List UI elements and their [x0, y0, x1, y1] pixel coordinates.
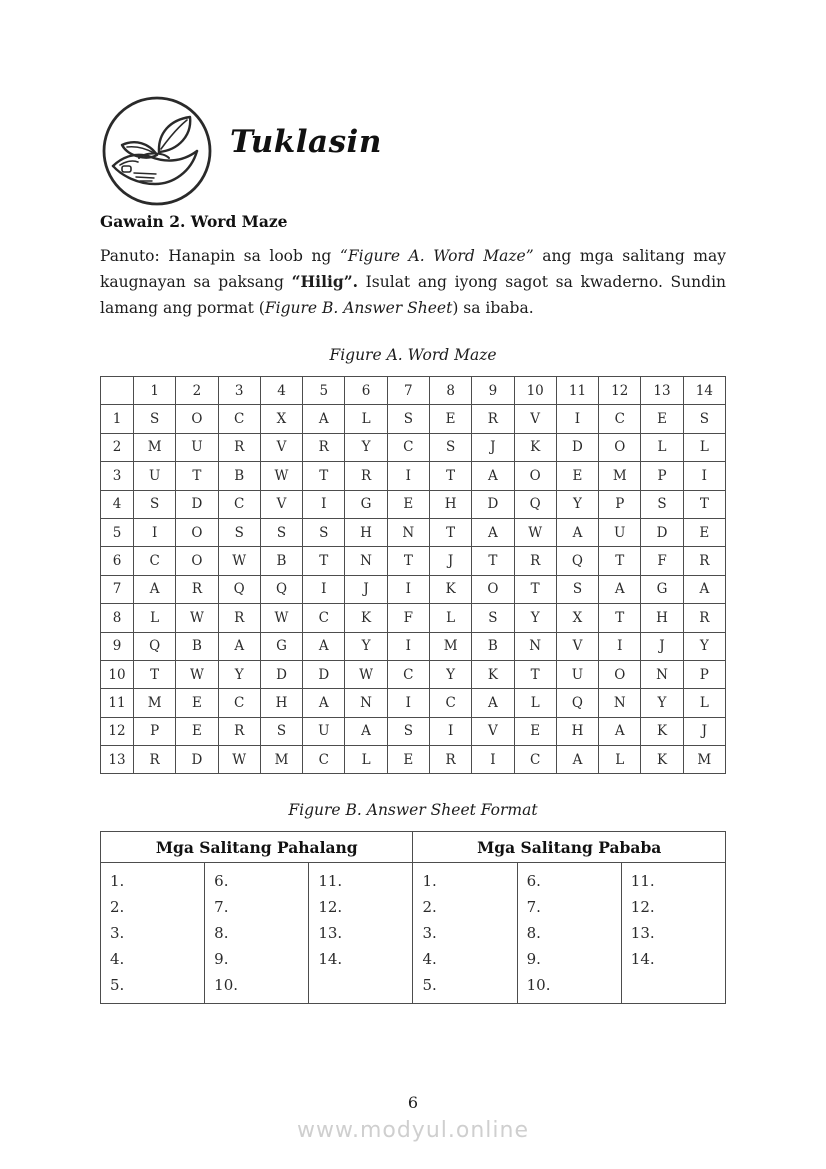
- maze-column-header: 5: [303, 377, 345, 405]
- answer-blank-item: 8.: [526, 924, 541, 943]
- section-title: Tuklasin: [230, 124, 382, 160]
- answer-blank-item: 10.: [526, 976, 551, 995]
- maze-letter-cell: I: [472, 746, 514, 774]
- answer-header-row: [101, 832, 726, 863]
- answer-section-header: Mga Salitang Pahalang: [101, 832, 413, 863]
- tuklasin-logo: [100, 94, 214, 208]
- maze-letter-cell: I: [134, 518, 176, 546]
- maze-letter-cell: Y: [345, 632, 387, 660]
- maze-letter-cell: I: [599, 632, 641, 660]
- maze-column-header: 11: [556, 377, 598, 405]
- maze-letter-cell: R: [514, 547, 556, 575]
- answer-blank-item: 4.: [110, 950, 125, 969]
- maze-letter-cell: Q: [218, 575, 260, 603]
- answer-blank-item: 1.: [422, 872, 437, 891]
- text-segment: Isulat ang iyong sagot sa kwaderno. Sundin lamang ang pormat (: [100, 273, 727, 317]
- maze-letter-cell: P: [134, 717, 176, 745]
- maze-letter-cell: Y: [641, 689, 683, 717]
- maze-letter-cell: U: [176, 433, 218, 461]
- maze-letter-cell: W: [260, 462, 302, 490]
- maze-letter-cell: I: [303, 575, 345, 603]
- maze-letter-cell: I: [387, 462, 429, 490]
- answer-blank-item: 7.: [214, 898, 229, 917]
- maze-letter-cell: T: [514, 575, 556, 603]
- maze-letter-cell: M: [683, 746, 725, 774]
- maze-letter-cell: L: [134, 604, 176, 632]
- maze-letter-cell: E: [429, 405, 471, 433]
- maze-letter-cell: D: [556, 433, 598, 461]
- maze-letter-cell: L: [345, 746, 387, 774]
- maze-letter-cell: D: [260, 660, 302, 688]
- maze-letter-cell: W: [345, 660, 387, 688]
- maze-letter-cell: V: [260, 490, 302, 518]
- maze-letter-cell: N: [514, 632, 556, 660]
- maze-letter-cell: I: [556, 405, 598, 433]
- maze-letter-cell: C: [514, 746, 556, 774]
- answer-blank-item: 2.: [110, 898, 125, 917]
- maze-letter-cell: A: [472, 462, 514, 490]
- maze-letter-cell: B: [472, 632, 514, 660]
- maze-letter-cell: T: [514, 660, 556, 688]
- maze-letter-cell: J: [641, 632, 683, 660]
- answer-blank-item: 11.: [318, 872, 343, 891]
- maze-letter-cell: I: [387, 689, 429, 717]
- maze-letter-cell: N: [599, 689, 641, 717]
- maze-letter-cell: A: [599, 717, 641, 745]
- maze-letter-cell: I: [303, 490, 345, 518]
- maze-letter-cell: C: [218, 689, 260, 717]
- maze-column-header: 13: [641, 377, 683, 405]
- maze-letter-cell: R: [176, 575, 218, 603]
- maze-letter-cell: T: [387, 547, 429, 575]
- text-segment: ang mga salitang may kaugnayan sa paksang: [100, 247, 726, 291]
- maze-row: [101, 632, 726, 660]
- maze-letter-cell: U: [303, 717, 345, 745]
- maze-letter-cell: V: [514, 405, 556, 433]
- maze-letter-cell: M: [599, 462, 641, 490]
- maze-letter-cell: T: [176, 462, 218, 490]
- maze-letter-cell: J: [429, 547, 471, 575]
- maze-letter-cell: W: [260, 604, 302, 632]
- maze-row-header: 10: [101, 660, 134, 688]
- maze-column-header: 8: [429, 377, 471, 405]
- maze-letter-cell: A: [472, 689, 514, 717]
- maze-row: [101, 746, 726, 774]
- maze-letter-cell: A: [303, 405, 345, 433]
- figure-b-caption: Figure B. Answer Sheet Format: [288, 801, 538, 820]
- maze-letter-cell: Q: [260, 575, 302, 603]
- maze-letter-cell: T: [429, 462, 471, 490]
- maze-row-header: 13: [101, 746, 134, 774]
- maze-letter-cell: D: [472, 490, 514, 518]
- maze-letter-cell: H: [260, 689, 302, 717]
- hand-holding-plant-icon: [100, 94, 214, 208]
- maze-letter-cell: G: [345, 490, 387, 518]
- maze-letter-cell: R: [134, 746, 176, 774]
- maze-letter-cell: C: [387, 660, 429, 688]
- maze-row: [101, 547, 726, 575]
- maze-letter-cell: M: [429, 632, 471, 660]
- maze-row-header: 6: [101, 547, 134, 575]
- answer-blank-item: 5.: [110, 976, 125, 995]
- maze-corner-cell: [101, 377, 134, 405]
- maze-letter-cell: E: [176, 689, 218, 717]
- maze-letter-cell: C: [303, 746, 345, 774]
- answer-blank-item: 2.: [422, 898, 437, 917]
- maze-letter-cell: A: [472, 518, 514, 546]
- maze-letter-cell: I: [387, 632, 429, 660]
- maze-letter-cell: C: [387, 433, 429, 461]
- section-header: [100, 0, 726, 208]
- maze-row-header: 4: [101, 490, 134, 518]
- answer-blank-item: 6.: [214, 872, 229, 891]
- maze-letter-cell: M: [134, 689, 176, 717]
- maze-letter-cell: D: [641, 518, 683, 546]
- answer-blank-item: 12.: [318, 898, 343, 917]
- maze-letter-cell: C: [218, 490, 260, 518]
- maze-letter-cell: D: [303, 660, 345, 688]
- maze-letter-cell: U: [599, 518, 641, 546]
- maze-letter-cell: S: [218, 518, 260, 546]
- maze-letter-cell: S: [429, 433, 471, 461]
- answer-blank-item: 14.: [318, 950, 343, 969]
- answer-blank-item: 9.: [526, 950, 541, 969]
- maze-letter-cell: Y: [556, 490, 598, 518]
- maze-letter-cell: Q: [514, 490, 556, 518]
- maze-letter-cell: A: [218, 632, 260, 660]
- maze-letter-cell: B: [218, 462, 260, 490]
- maze-letter-cell: R: [683, 604, 725, 632]
- watermark: www.modyul.online: [297, 1118, 529, 1143]
- maze-letter-cell: L: [599, 746, 641, 774]
- maze-letter-cell: N: [345, 547, 387, 575]
- maze-letter-cell: T: [303, 547, 345, 575]
- maze-letter-cell: W: [218, 746, 260, 774]
- maze-letter-cell: H: [641, 604, 683, 632]
- maze-letter-cell: K: [514, 433, 556, 461]
- maze-column-header: 6: [345, 377, 387, 405]
- maze-letter-cell: J: [683, 717, 725, 745]
- maze-row: [101, 462, 726, 490]
- answer-blank-item: 3.: [422, 924, 437, 943]
- maze-letter-cell: S: [134, 490, 176, 518]
- maze-letter-cell: Q: [556, 689, 598, 717]
- maze-letter-cell: Y: [514, 604, 556, 632]
- text-segment: ) sa ibaba.: [452, 299, 534, 317]
- text-segment: Figure B. Answer Sheet: [264, 299, 453, 317]
- maze-letter-cell: B: [260, 547, 302, 575]
- maze-letter-cell: A: [683, 575, 725, 603]
- answer-blank-item: 5.: [422, 976, 437, 995]
- maze-letter-cell: E: [176, 717, 218, 745]
- maze-letter-cell: C: [429, 689, 471, 717]
- maze-letter-cell: L: [683, 433, 725, 461]
- maze-letter-cell: J: [345, 575, 387, 603]
- maze-letter-cell: K: [641, 746, 683, 774]
- answer-blank-item: 13.: [630, 924, 655, 943]
- maze-letter-cell: T: [599, 604, 641, 632]
- maze-letter-cell: V: [556, 632, 598, 660]
- answer-blank-item: 8.: [214, 924, 229, 943]
- maze-letter-cell: X: [260, 405, 302, 433]
- maze-letter-cell: V: [472, 717, 514, 745]
- maze-row-header: 11: [101, 689, 134, 717]
- maze-letter-cell: L: [641, 433, 683, 461]
- text-segment: “Figure A. Word Maze”: [339, 247, 534, 265]
- maze-letter-cell: R: [218, 604, 260, 632]
- instructions-paragraph: [100, 243, 726, 321]
- maze-column-header: 14: [683, 377, 725, 405]
- maze-letter-cell: O: [472, 575, 514, 603]
- maze-letter-cell: R: [472, 405, 514, 433]
- maze-letter-cell: S: [683, 405, 725, 433]
- maze-row-header: 9: [101, 632, 134, 660]
- maze-letter-cell: R: [303, 433, 345, 461]
- answer-blank-item: 3.: [110, 924, 125, 943]
- maze-letter-cell: S: [134, 405, 176, 433]
- maze-row-header: 8: [101, 604, 134, 632]
- maze-letter-cell: C: [218, 405, 260, 433]
- maze-letter-cell: B: [176, 632, 218, 660]
- activity-heading: Gawain 2. Word Maze: [100, 212, 288, 231]
- maze-row: [101, 717, 726, 745]
- maze-letter-cell: S: [556, 575, 598, 603]
- maze-letter-cell: K: [429, 575, 471, 603]
- maze-row-header: 3: [101, 462, 134, 490]
- maze-letter-cell: K: [345, 604, 387, 632]
- maze-row: [101, 689, 726, 717]
- maze-letter-cell: A: [303, 689, 345, 717]
- maze-letter-cell: Q: [556, 547, 598, 575]
- maze-letter-cell: T: [683, 490, 725, 518]
- maze-letter-cell: I: [429, 717, 471, 745]
- maze-letter-cell: J: [472, 433, 514, 461]
- text-segment: “Hilig”.: [291, 272, 358, 291]
- answer-blank-item: 4.: [422, 950, 437, 969]
- page-number: 6: [407, 1093, 419, 1112]
- maze-letter-cell: U: [134, 462, 176, 490]
- maze-letter-cell: H: [429, 490, 471, 518]
- maze-letter-cell: F: [387, 604, 429, 632]
- text-segment: Panuto: Hanapin sa loob ng: [100, 247, 340, 265]
- answer-blank-item: 12.: [630, 898, 655, 917]
- answer-cell: [205, 863, 309, 1004]
- answer-cell: [517, 863, 621, 1004]
- maze-letter-cell: K: [641, 717, 683, 745]
- maze-letter-cell: S: [387, 717, 429, 745]
- maze-letter-cell: E: [387, 490, 429, 518]
- maze-letter-cell: S: [472, 604, 514, 632]
- maze-row: [101, 405, 726, 433]
- maze-row: [101, 518, 726, 546]
- answer-blank-item: 14.: [630, 950, 655, 969]
- maze-letter-cell: C: [134, 547, 176, 575]
- maze-letter-cell: S: [260, 717, 302, 745]
- maze-letter-cell: Y: [218, 660, 260, 688]
- maze-letter-cell: T: [472, 547, 514, 575]
- answer-cell: [413, 863, 517, 1004]
- maze-letter-cell: T: [429, 518, 471, 546]
- maze-header-row: [101, 377, 726, 405]
- answer-cell: [621, 863, 725, 1004]
- maze-letter-cell: M: [134, 433, 176, 461]
- maze-letter-cell: Y: [429, 660, 471, 688]
- maze-letter-cell: T: [303, 462, 345, 490]
- maze-letter-cell: W: [176, 604, 218, 632]
- maze-letter-cell: N: [345, 689, 387, 717]
- answer-blank-item: 9.: [214, 950, 229, 969]
- maze-letter-cell: C: [303, 604, 345, 632]
- maze-letter-cell: A: [556, 746, 598, 774]
- maze-letter-cell: E: [387, 746, 429, 774]
- maze-letter-cell: O: [599, 433, 641, 461]
- maze-letter-cell: T: [599, 547, 641, 575]
- maze-row: [101, 575, 726, 603]
- maze-letter-cell: E: [641, 405, 683, 433]
- maze-letter-cell: A: [345, 717, 387, 745]
- maze-letter-cell: P: [599, 490, 641, 518]
- maze-letter-cell: O: [176, 547, 218, 575]
- maze-column-header: 1: [134, 377, 176, 405]
- maze-letter-cell: O: [514, 462, 556, 490]
- answer-blank-item: 10.: [214, 976, 239, 995]
- maze-letter-cell: T: [134, 660, 176, 688]
- maze-letter-cell: S: [387, 405, 429, 433]
- answer-body-row: [101, 863, 726, 1004]
- maze-letter-cell: W: [218, 547, 260, 575]
- maze-row: [101, 660, 726, 688]
- answer-blank-item: 13.: [318, 924, 343, 943]
- maze-letter-cell: H: [345, 518, 387, 546]
- maze-row: [101, 433, 726, 461]
- maze-letter-cell: I: [387, 575, 429, 603]
- maze-letter-cell: A: [134, 575, 176, 603]
- maze-letter-cell: V: [260, 433, 302, 461]
- maze-letter-cell: S: [303, 518, 345, 546]
- maze-letter-cell: D: [176, 746, 218, 774]
- maze-letter-cell: A: [599, 575, 641, 603]
- maze-letter-cell: G: [641, 575, 683, 603]
- answer-section-header: Mga Salitang Pababa: [413, 832, 726, 863]
- maze-column-header: 2: [176, 377, 218, 405]
- maze-letter-cell: O: [176, 405, 218, 433]
- maze-letter-cell: I: [683, 462, 725, 490]
- maze-letter-cell: H: [556, 717, 598, 745]
- maze-letter-cell: O: [599, 660, 641, 688]
- maze-column-header: 4: [260, 377, 302, 405]
- figure-a-caption: Figure A. Word Maze: [329, 346, 497, 364]
- maze-letter-cell: C: [599, 405, 641, 433]
- maze-letter-cell: Q: [134, 632, 176, 660]
- answer-blank-item: 6.: [526, 872, 541, 891]
- maze-letter-cell: N: [641, 660, 683, 688]
- maze-letter-cell: R: [218, 433, 260, 461]
- maze-letter-cell: P: [641, 462, 683, 490]
- maze-letter-cell: R: [429, 746, 471, 774]
- answer-cell: [309, 863, 413, 1004]
- maze-letter-cell: Y: [345, 433, 387, 461]
- maze-letter-cell: P: [683, 660, 725, 688]
- maze-column-header: 3: [218, 377, 260, 405]
- maze-letter-cell: F: [641, 547, 683, 575]
- maze-row-header: 5: [101, 518, 134, 546]
- maze-letter-cell: L: [345, 405, 387, 433]
- maze-letter-cell: L: [429, 604, 471, 632]
- maze-letter-cell: R: [683, 547, 725, 575]
- maze-letter-cell: O: [176, 518, 218, 546]
- maze-letter-cell: S: [260, 518, 302, 546]
- maze-row-header: 7: [101, 575, 134, 603]
- maze-column-header: 10: [514, 377, 556, 405]
- maze-letter-cell: Y: [683, 632, 725, 660]
- maze-column-header: 7: [387, 377, 429, 405]
- maze-row: [101, 490, 726, 518]
- maze-letter-cell: X: [556, 604, 598, 632]
- maze-letter-cell: A: [556, 518, 598, 546]
- maze-letter-cell: L: [514, 689, 556, 717]
- maze-letter-cell: E: [556, 462, 598, 490]
- maze-row-header: 2: [101, 433, 134, 461]
- maze-letter-cell: A: [303, 632, 345, 660]
- answer-cell: [101, 863, 205, 1004]
- maze-letter-cell: S: [641, 490, 683, 518]
- maze-letter-cell: W: [514, 518, 556, 546]
- maze-letter-cell: M: [260, 746, 302, 774]
- maze-letter-cell: R: [218, 717, 260, 745]
- maze-letter-cell: E: [514, 717, 556, 745]
- answer-blank-item: 11.: [630, 872, 655, 891]
- maze-row: [101, 604, 726, 632]
- maze-letter-cell: W: [176, 660, 218, 688]
- maze-letter-cell: G: [260, 632, 302, 660]
- maze-letter-cell: D: [176, 490, 218, 518]
- maze-letter-cell: K: [472, 660, 514, 688]
- word-maze-table: [100, 376, 726, 774]
- answer-blank-item: 7.: [526, 898, 541, 917]
- maze-letter-cell: R: [345, 462, 387, 490]
- answer-blank-item: 1.: [110, 872, 125, 891]
- maze-letter-cell: L: [683, 689, 725, 717]
- maze-column-header: 12: [599, 377, 641, 405]
- answer-sheet-table: [100, 831, 726, 1004]
- maze-letter-cell: N: [387, 518, 429, 546]
- maze-row-header: 12: [101, 717, 134, 745]
- maze-letter-cell: E: [683, 518, 725, 546]
- maze-column-header: 9: [472, 377, 514, 405]
- maze-letter-cell: U: [556, 660, 598, 688]
- maze-row-header: 1: [101, 405, 134, 433]
